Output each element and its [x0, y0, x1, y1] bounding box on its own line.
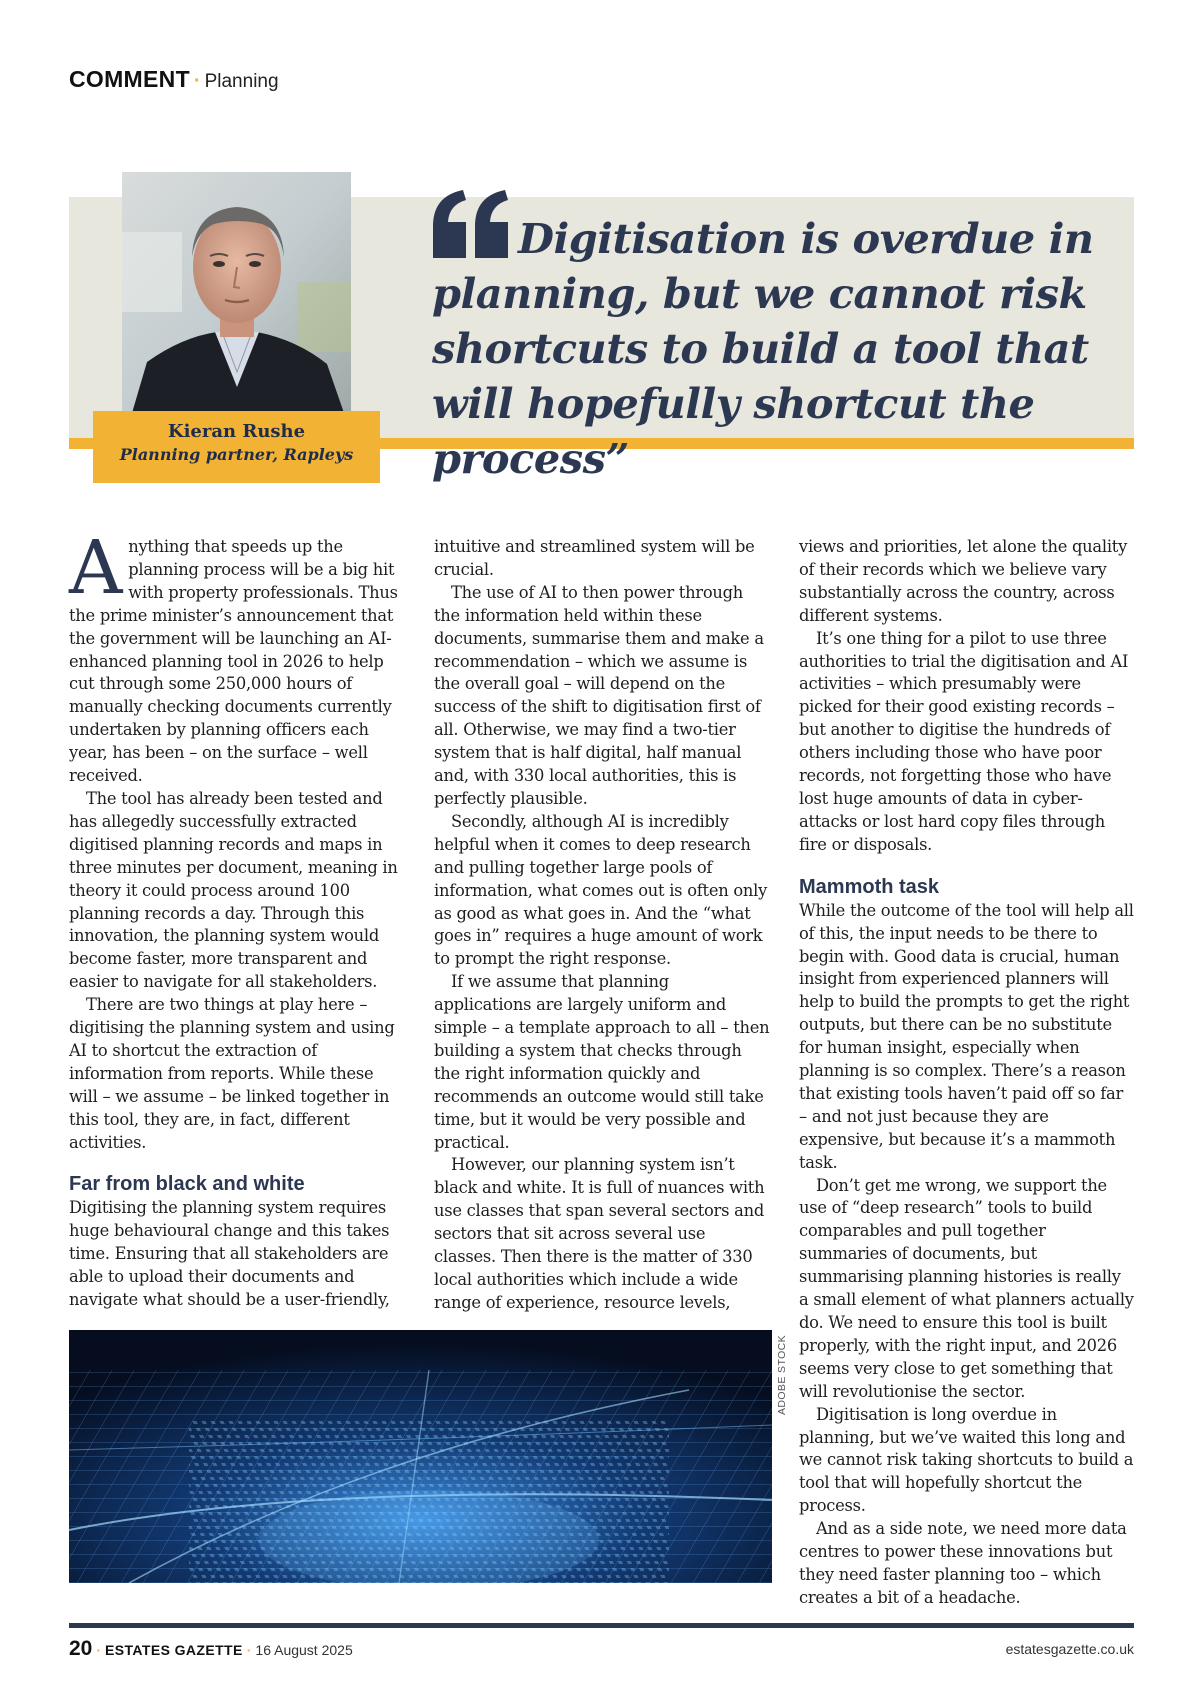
article-paragraph: It’s one thing for a pilot to use three authorities to trial the digitisation and AI activities – which presumably were picked for their good existing records – but another to digitise the hundreds of others including those who have poor records, not forgetting those who have lost huge amounts of data in cyber-attacks or lost hard copy files through fire or disposals.	[799, 628, 1129, 854]
author-portrait	[122, 172, 351, 413]
footer-left	[69, 1637, 353, 1661]
article-paragraph: The tool has already been tested and has allegedly successfully extracted digitised planning records and maps in three minutes per document, meaning in theory it could process around 100 planning records a day. Through this innovation, the planning system would become faster, more transparent and easier to navigate for all stakeholders.	[69, 788, 398, 992]
article-paragraph: Don’t get me wrong, we support the use of “deep research” tools to build comparables and pull together summaries of documents, but summarising planning histories is really a small element of what planners actually do. We need to ensure this tool is built properly, with the right input, and 2026 seems very close to get something that will revolutionise the sector.	[799, 1175, 1134, 1401]
author-role: Planning partner, Rapleys	[119, 445, 354, 464]
article-paragraph: views and priorities, let alone the quality of their records which we believe vary substantially across the country, across different systems.	[799, 537, 1128, 625]
separator-dot: ·	[96, 1642, 102, 1658]
section-label: COMMENT	[69, 66, 190, 92]
article-paragraph	[69, 525, 405, 788]
subheading: Far from black and white	[69, 1173, 305, 1196]
footer-rule	[69, 1623, 1134, 1628]
author-caption	[93, 411, 380, 483]
article-paragraph: intuitive and streamlined system will be crucial.	[434, 537, 755, 579]
subheading: Mammoth task	[799, 875, 940, 898]
article-column-2	[434, 536, 770, 1315]
article-paragraph: There are two things at play here – digitising the planning system and using AI to shortcut the extraction of information from reports. While these will – we assume – be linked together in this tool, they are, in fact, different activities.	[69, 995, 395, 1152]
drop-cap: A	[69, 525, 123, 611]
publication-name: ESTATES GAZETTE	[105, 1642, 243, 1658]
article-paragraph: Secondly, although AI is incredibly helpful when it comes to deep research and pulling together large pools of information, what comes out is often only as good as what goes in. And the “what goes in” requires a huge amount of work to prompt the right response.	[434, 811, 768, 969]
separator-dot: ·	[246, 1642, 252, 1658]
section-header	[69, 66, 279, 93]
article-paragraph: However, our planning system isn’t black and white. It is full of nuances with use classes that span several sectors and sectors that sit across several use classes. Then there is the matter of 330 local authorities which include a wide range of experience, resource levels,	[434, 1155, 765, 1312]
article-paragraph: While the outcome of the tool will help all of this, the input needs to be there to begin with. Good data is crucial, human insight from experienced planners will help to build the prompts to get the right outputs, but there can be no substitute for human insight, especially when planning is so complex. There’s a reason that existing tools haven’t paid off so far – and not just because they are expensive, but because it’s a mammoth task.	[799, 900, 1134, 1172]
image-credit-text: ADOBE STOCK	[776, 1334, 788, 1416]
pull-quote-text: Digitisation is overdue in planning, but we cannot risk shortcuts to build a tool that will hopefully shortcut the process”	[432, 214, 1094, 483]
article-paragraph: And as a side note, we need more data centres to power these innovations but they need faster planning too – which creates a bit of a headache.	[799, 1519, 1127, 1607]
image-credit	[774, 1336, 790, 1414]
separator-dot: ·	[193, 70, 201, 92]
article-column-1	[69, 525, 405, 1312]
article-paragraph: Digitisation is long overdue in planning, but we’ve waited this long and we cannot risk taking shortcuts to build a tool that will hopefully shortcut the process.	[799, 1404, 1134, 1516]
website-link[interactable]: estatesgazette.co.uk	[1005, 1641, 1134, 1657]
article-column-3	[799, 536, 1135, 1610]
article-paragraph: Digitising the planning system requires huge behavioural change and this takes time. Ensuring that all stakeholders are able to upload their documents and navigate what should be a user-friendly,	[69, 1198, 390, 1310]
subsection-label: Planning	[204, 71, 279, 92]
article-paragraph: If we assume that planning applications are largely uniform and simple – a template approach to all – then building a system that checks through the right information quickly and recommends an outcome would still take time, but it would be very possible and practical.	[434, 972, 770, 1152]
paragraph-text: nything that speeds up the planning process will be a big hit with property professionals. Thus the prime minister’s announcement that the government will be launching an AI-enhanced planning tool in 2026 to help cut through some 250,000 hours of manually checking documents currently undertaken by planning officers each year, has been – on the surface – well received.	[69, 537, 398, 786]
issue-date: 16 August 2025	[255, 1642, 353, 1658]
article-paragraph: The use of AI to then power through the information held within these documents, summarise them and make a recommendation – which we assume is the overall goal – will depend on the success of the shift to digitisation first of all. Otherwise, we may find a two-tier system that is half digital, half manual and, with 330 local authorities, this is perfectly plausible.	[434, 582, 764, 808]
digital-city-image	[69, 1330, 772, 1583]
author-name: Kieran Rushe	[167, 421, 306, 442]
page-number: 20	[69, 1637, 93, 1660]
